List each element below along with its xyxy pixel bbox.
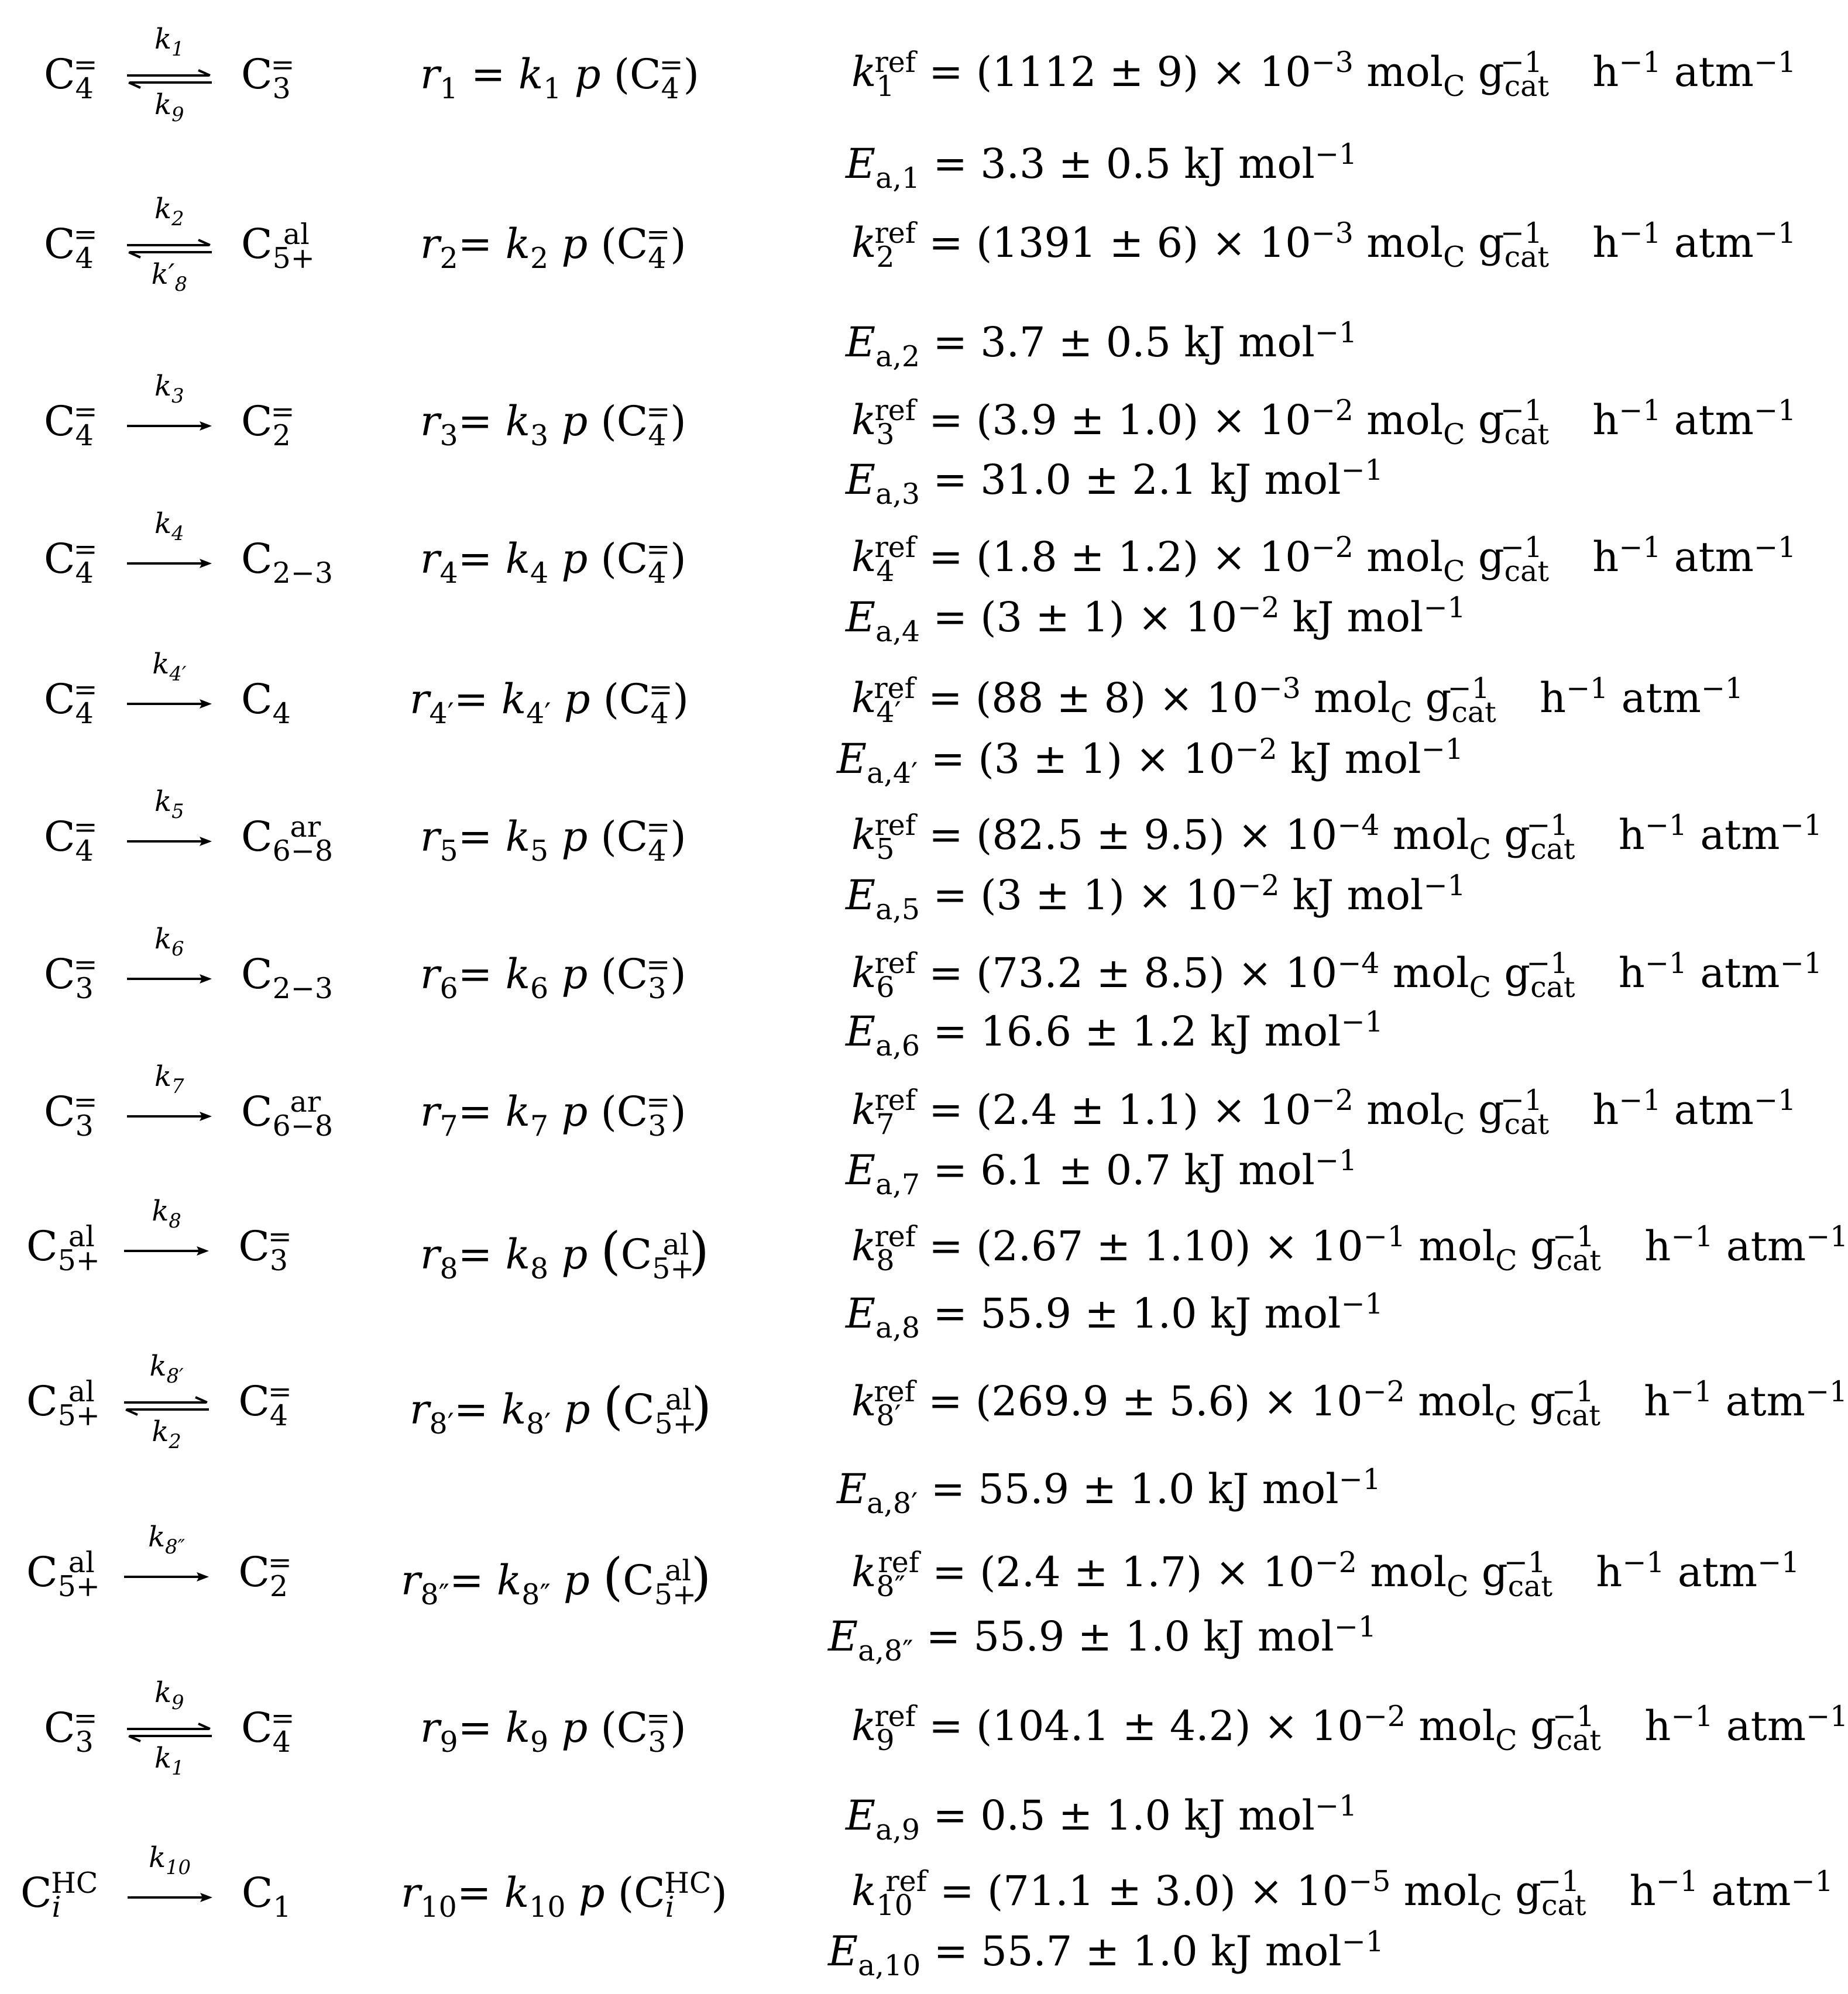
- reaction-equation: $C_4^=$ $k_3$ $C_2^=$: [44, 370, 295, 453]
- rate-equation: $r_2= k_2$ p $(C_4^=)$: [420, 217, 686, 276]
- equilibrium-arrow: $k_2$ $k'_8$: [127, 230, 212, 265]
- activation-energy: $E_{a,8'} = 55.9 \pm 1.0$ kJ mol$^{-1}$: [837, 1462, 1381, 1521]
- rate-equation: $r_9= k_9$ p $(C_3^=)$: [420, 1701, 686, 1759]
- forward-arrow: $k_7$: [127, 1098, 212, 1133]
- reaction-equation: $C_i^{HC}$ $k_{10}$ $C_1$: [20, 1841, 291, 1924]
- equilibrium-arrow: $k_{8'}$ $k_2$: [124, 1387, 209, 1422]
- reaction-equation: $C_{5+}^{al}$ $k_{8'}$ $k_2$ $C_4^=$: [26, 1350, 292, 1453]
- activation-energy: $E_{a,5} = (3 \pm 1) \times 10^{-2}$ kJ mol$^{-1}$: [846, 868, 1466, 927]
- reaction-equation: $C_4^=$ $k_5$ $C_{6-8}^{ar}$: [44, 785, 334, 868]
- reaction-equation: $C_{5+}^{al}$ $k_{8''}$ $C_2^=$: [26, 1521, 292, 1604]
- activation-energy: $E_{a,4'} = (3 \pm 1) \times 10^{-2}$ kJ mol$^{-1}$: [837, 732, 1464, 790]
- rate-equation: $r_{8''}= k_{8''}$ p $(C_{5+}^{al})$: [401, 1547, 712, 1612]
- reaction-equation: $C_4^=$ $k_{4'}$ $C_4$: [44, 648, 291, 731]
- rate-constant: $k_3^{ref} = (3.9 \pm 1.0) \times 10^{-2}$ mol$_C$ $g_{cat}^{-1}$ $h^{-1}$ atm$^{-1}$: [851, 393, 1797, 452]
- activation-energy: $E_{a,6} = 16.6 \pm 1.2$ kJ mol$^{-1}$: [846, 1005, 1383, 1063]
- forward-arrow: $k_4$: [127, 545, 212, 580]
- activation-energy: $E_{a,8} = 55.9 \pm 1.0$ kJ mol$^{-1}$: [846, 1287, 1383, 1345]
- rate-equation: $r_{4'}= k_{4'}$ p $(C_4^=)$: [410, 672, 689, 731]
- rate-constant: $k_6^{ref} = (73.2 \pm 8.5) \times 10^{-4}$ mol$_C$ $g_{cat}^{-1}$ $h^{-1}$ atm$^{-1}$: [851, 946, 1822, 1005]
- rate-equation: $r_7= k_7$ p $(C_3^=)$: [420, 1085, 686, 1143]
- equilibrium-arrow: $k_1$ $k_9$: [127, 60, 212, 95]
- rate-constant: $k_{4'}^{ref} = (88 \pm 8) \times 10^{-3}$ mol$_C$ $g_{cat}^{-1}$ $h^{-1}$ atm$^{-1}$: [851, 671, 1744, 730]
- rate-equation: $r_6= k_6$ p $(C_3^=)$: [420, 947, 686, 1006]
- rate-constant: $k_4^{ref} = (1.8 \pm 1.2) \times 10^{-2}$ mol$_C$ $g_{cat}^{-1}$ $h^{-1}$ atm$^{-1}$: [851, 530, 1797, 589]
- rate-constant: $k_{8''}^{ref} = (2.4 \pm 1.7) \times 10^{-2}$ mol$_C$ $g_{cat}^{-1}$ $h^{-1}$ atm$^{-1}$: [851, 1545, 1800, 1604]
- rate-constant: $k_5^{ref} = (82.5 \pm 9.5) \times 10^{-4}$ mol$_C$ $g_{cat}^{-1}$ $h^{-1}$ atm$^{-1}$: [851, 808, 1822, 867]
- activation-energy: $E_{a,3} = 31.0 \pm 2.1$ kJ mol$^{-1}$: [846, 453, 1383, 511]
- rate-equation: $r_3= k_3$ p $(C_4^=)$: [420, 394, 686, 453]
- forward-arrow: $k_6$: [127, 960, 212, 995]
- rate-constant: $k_1^{ref} = (1112 \pm 9) \times 10^{-3}$ mol$_C$ $g_{cat}^{-1}$ $h^{-1}$ atm$^{-1}$: [851, 45, 1797, 104]
- equilibrium-arrow: $k_9$ $k_1$: [127, 1714, 212, 1749]
- activation-energy: $E_{a,9} = 0.5 \pm 1.0$ kJ mol$^{-1}$: [846, 1789, 1358, 1847]
- rate-equation: $r_1 = k_1$ p $(C_4^=)$: [420, 47, 699, 106]
- rate-constant: $k_7^{ref} = (2.4 \pm 1.1) \times 10^{-2}$ mol$_C$ $g_{cat}^{-1}$ $h^{-1}$ atm$^{-1}$: [851, 1083, 1797, 1142]
- rate-constant: $k_{10}^{ref} = (71.1 \pm 3.0) \times 10^{-5}$ mol$_C$ $g_{cat}^{-1}$ $h^{-1}$ atm$^{-1}$: [851, 1864, 1833, 1923]
- rate-equation: $r_{8'}= k_{8'}$ p $(C_{5+}^{al})$: [410, 1376, 712, 1441]
- rate-constant: $k_2^{ref} = (1391 \pm 6) \times 10^{-3}$ mol$_C$ $g_{cat}^{-1}$ $h^{-1}$ atm$^{-1}$: [851, 216, 1797, 274]
- forward-arrow: $k_3$: [127, 407, 212, 442]
- rate-equation: $r_{10}= k_{10}$ p $(C_i^{HC})$: [401, 1866, 727, 1924]
- activation-energy: $E_{a,10} = 55.7 \pm 1.0$ kJ mol$^{-1}$: [828, 1924, 1384, 1983]
- forward-arrow: $k_{4'}$: [127, 685, 212, 720]
- forward-arrow: $k_5$: [127, 823, 212, 858]
- activation-energy: $E_{a,8''} = 55.9 \pm 1.0$ kJ mol$^{-1}$: [828, 1610, 1377, 1668]
- rate-constant: $k_9^{ref} = (104.1 \pm 4.2) \times 10^{-2}$ mol$_C$ $g_{cat}^{-1}$ $h^{-1}$ atm$^{-1}$: [851, 1699, 1848, 1758]
- reaction-equation: $C_3^=$ $k_6$ $C_{2-3}$: [44, 923, 334, 1006]
- reaction-equation: $C_4^=$ $k_2$ $k'_8$ $C_{5+}^{al}$: [44, 192, 315, 295]
- forward-arrow: $k_{8''}$: [124, 1558, 209, 1593]
- forward-arrow: $k_{10}$: [128, 1879, 212, 1914]
- rate-constant: $k_8^{ref} = (2.67 \pm 1.10) \times 10^{-1}$ mol$_C$ $g_{cat}^{-1}$ $h^{-1}$ atm$^{-1}$: [851, 1219, 1848, 1278]
- activation-energy: $E_{a,4} = (3 \pm 1) \times 10^{-2}$ kJ mol$^{-1}$: [846, 590, 1466, 649]
- rate-equation: $r_4= k_4$ p $(C_4^=)$: [420, 532, 686, 590]
- rate-equation: $r_8= k_8$ p $(C_{5+}^{al})$: [420, 1221, 709, 1286]
- rate-equation: $r_5= k_5$ p $(C_4^=)$: [420, 810, 686, 868]
- forward-arrow: $k_8$: [124, 1232, 209, 1267]
- activation-energy: $E_{a,7} = 6.1 \pm 0.7$ kJ mol$^{-1}$: [846, 1143, 1358, 1202]
- rate-constant: $k_{8'}^{ref} = (269.9 \pm 5.6) \times 10^{-2}$ mol$_C$ $g_{cat}^{-1}$ $h^{-1}$ atm$^{-1}$: [851, 1374, 1848, 1433]
- reaction-equation: $C_3^=$ $k_7$ $C_{6-8}^{ar}$: [44, 1060, 334, 1143]
- reaction-equation: $C_3^=$ $k_9$ $k_1$ $C_4^=$: [44, 1676, 295, 1779]
- reaction-equation: $C_{5+}^{al}$ $k_8$ $C_3^=$: [26, 1195, 292, 1278]
- reaction-equation: $C_4^=$ $k_4$ $C_{2-3}$: [44, 507, 334, 590]
- reaction-equation: $C_4^=$ $k_1$ $k_9$ $C_3^=$: [44, 23, 295, 126]
- activation-energy: $E_{a,1} = 3.3 \pm 0.5$ kJ mol$^{-1}$: [846, 137, 1358, 195]
- activation-energy: $E_{a,2} = 3.7 \pm 0.5$ kJ mol$^{-1}$: [846, 315, 1358, 374]
